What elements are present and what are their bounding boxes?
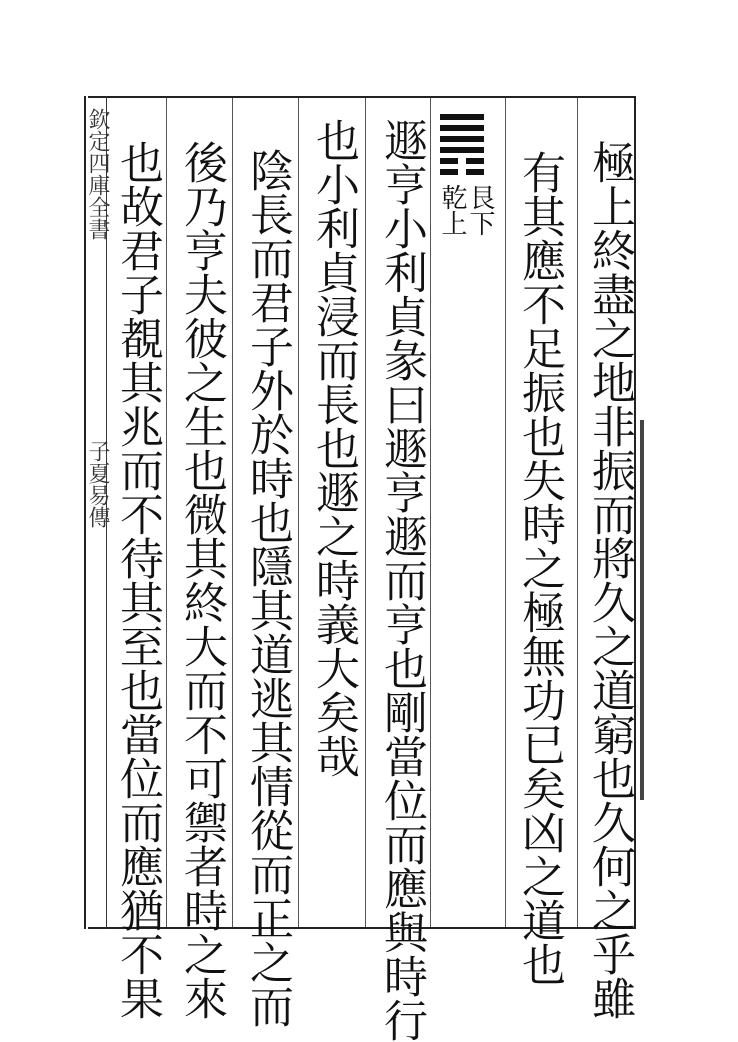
gutter-section-title: 子夏易傳 <box>85 440 110 528</box>
column-divider <box>166 98 167 927</box>
gutter-book-title: 欽定四庫全書 <box>85 108 110 240</box>
dun-hexagram-symbol <box>440 114 484 180</box>
lower-trigram-label: 艮下 <box>465 184 495 236</box>
text-column-3: 遯亨小利貞彖曰遯亨遯而亨也剛當位而應與時行 <box>376 118 427 1042</box>
text-column-6: 後乃亨夫彼之生也微其終大而不可禦者時之來 <box>176 140 227 1020</box>
column-divider <box>577 98 578 927</box>
hexagram-line-yang <box>440 125 484 131</box>
hexagram-line-yang <box>440 114 484 120</box>
column-divider <box>365 98 366 927</box>
text-column-4: 也小利貞浸而長也遯之時義大矣哉 <box>308 118 359 778</box>
hexagram-line-yang <box>440 147 484 153</box>
text-column-1: 極上終盡之地非振而將久之道窮也久何之乎雖 <box>584 140 635 1020</box>
hexagram-line-yin <box>440 158 484 164</box>
column-divider <box>298 98 299 927</box>
page-edge-shadow <box>640 420 644 800</box>
text-column-7: 也故君子覩其兆而不待其至也當位而應猶不果 <box>112 140 163 1020</box>
text-column-2: 有其應不足振也失時之極無功已矣凶之道也 <box>514 150 565 986</box>
frame-top-border <box>88 96 636 98</box>
upper-trigram-label: 乾上 <box>437 184 467 236</box>
column-divider <box>430 98 431 927</box>
hexagram-line-yang <box>440 136 484 142</box>
column-divider <box>232 98 233 927</box>
column-divider <box>505 98 506 927</box>
text-column-5: 陰長而君子外於時也隱其道逃其情從而正之而 <box>242 148 293 1028</box>
hexagram-line-yin <box>440 169 484 175</box>
